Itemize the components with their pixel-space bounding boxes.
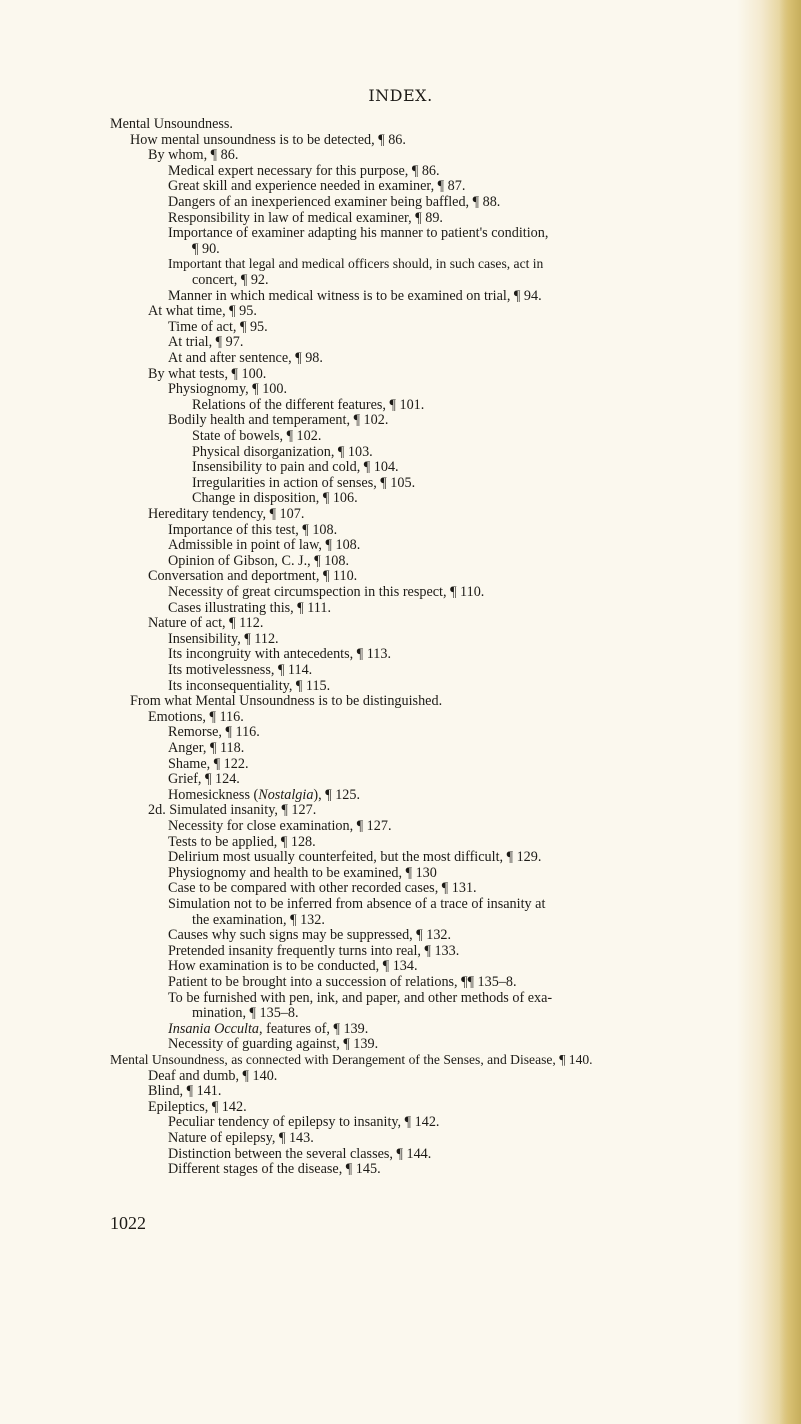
index-line: Time of act, ¶ 95. (168, 319, 268, 335)
index-line: From what Mental Unsoundness is to be distinguished. (130, 693, 443, 709)
index-line: Admissible in point of law, ¶ 108. (168, 537, 361, 553)
index-line: Opinion of Gibson, C. J., ¶ 108. (168, 553, 350, 569)
index-line: Necessity for close examination, ¶ 127. (168, 818, 392, 834)
index-line: Medical expert necessary for this purpose, ¶ 86. (168, 163, 440, 179)
index-line: Necessity of guarding against, ¶ 139. (168, 1036, 379, 1052)
index-line: At what time, ¶ 95. (148, 303, 257, 319)
index-line: Bodily health and temperament, ¶ 102. (168, 412, 389, 428)
index-line: How mental unsoundness is to be detected, ¶ 86. (130, 132, 406, 148)
index-line: Delirium most usually counterfeited, but the most difficult, ¶ 129. (168, 849, 542, 865)
index-line: Physical disorganization, ¶ 103. (192, 444, 373, 460)
index-line: Homesickness (Nostalgia), ¶ 125. (168, 787, 361, 803)
index-line: Blind, ¶ 141. (148, 1083, 222, 1099)
index-line: Insania Occulta, features of, ¶ 139. (168, 1021, 369, 1037)
index-line: Grief, ¶ 124. (168, 771, 240, 787)
index-line: Mental Unsoundness. (110, 116, 233, 132)
index-line: At and after sentence, ¶ 98. (168, 350, 323, 366)
index-line: Case to be compared with other recorded cases, ¶ 131. (168, 880, 477, 896)
index-line: Cases illustrating this, ¶ 111. (168, 600, 332, 616)
index-line: Pretended insanity frequently turns into real, ¶ 133. (168, 943, 460, 959)
index-line: Necessity of great circumspection in this respect, ¶ 110. (168, 584, 485, 600)
index-line: Importance of examiner adapting his manner to patient's condition, (168, 225, 549, 241)
index-line: Its incongruity with antecedents, ¶ 113. (168, 646, 392, 662)
index-line: 2d. Simulated insanity, ¶ 127. (148, 802, 317, 818)
index-line: Anger, ¶ 118. (168, 740, 245, 756)
index-line: To be furnished with pen, ink, and paper, and other methods of exa- (168, 990, 553, 1006)
index-line: Shame, ¶ 122. (168, 756, 249, 772)
index-line: Irregularities in action of senses, ¶ 105. (192, 475, 416, 491)
index-line: Insensibility, ¶ 112. (168, 631, 279, 647)
index-line: Patient to be brought into a succession of relations, ¶¶ 135–8. (168, 974, 517, 990)
index-line: Dangers of an inexperienced examiner being baffled, ¶ 88. (168, 194, 501, 210)
index-line: concert, ¶ 92. (192, 272, 269, 288)
index-line: Physiognomy, ¶ 100. (168, 381, 288, 397)
index-line: Responsibility in law of medical examiner, ¶ 89. (168, 210, 443, 226)
index-line: Physiognomy and health to be examined, ¶ 130 (168, 865, 437, 881)
index-line: Manner in which medical witness is to be examined on trial, ¶ 94. (168, 288, 542, 304)
index-line: State of bowels, ¶ 102. (192, 428, 322, 444)
index-line: Great skill and experience needed in examiner, ¶ 87. (168, 178, 466, 194)
index-line: Change in disposition, ¶ 106. (192, 490, 358, 506)
index-line: Emotions, ¶ 116. (148, 709, 244, 725)
index-line: Simulation not to be inferred from absence of a trace of insanity at (168, 896, 546, 912)
page-edge-shading (779, 0, 801, 1424)
index-line: Mental Unsoundness, as connected with Derangement of the Senses, and Disease, ¶ 140. (110, 1052, 593, 1067)
index-line: ¶ 90. (192, 241, 220, 257)
index-line: Deaf and dumb, ¶ 140. (148, 1068, 278, 1084)
index-line: Different stages of the disease, ¶ 145. (168, 1161, 381, 1177)
index-line: Insensibility to pain and cold, ¶ 104. (192, 459, 399, 475)
index-line: Important that legal and medical officers should, in such cases, act in (168, 256, 544, 271)
index-line: By what tests, ¶ 100. (148, 366, 267, 382)
index-line: Causes why such signs may be suppressed, ¶ 132. (168, 927, 452, 943)
index-line: Importance of this test, ¶ 108. (168, 522, 338, 538)
index-line: Tests to be applied, ¶ 128. (168, 834, 316, 850)
index-line: mination, ¶ 135–8. (192, 1005, 299, 1021)
index-line: Its inconsequentiality, ¶ 115. (168, 678, 331, 694)
index-line: Remorse, ¶ 116. (168, 724, 260, 740)
index-line: the examination, ¶ 132. (192, 912, 325, 928)
index-line: Hereditary tendency, ¶ 107. (148, 506, 305, 522)
index-line: Epileptics, ¶ 142. (148, 1099, 247, 1115)
index-line: Nature of epilepsy, ¶ 143. (168, 1130, 314, 1146)
page-number: 1022 (110, 1213, 146, 1233)
index-line: How examination is to be conducted, ¶ 134. (168, 958, 418, 974)
index-line: Conversation and deportment, ¶ 110. (148, 568, 358, 584)
index-line: Peculiar tendency of epilepsy to insanity, ¶ 142. (168, 1114, 440, 1130)
page-header: INDEX. (368, 86, 433, 105)
index-line: Relations of the different features, ¶ 101. (192, 397, 425, 413)
index-line: By whom, ¶ 86. (148, 147, 239, 163)
index-line: Nature of act, ¶ 112. (148, 615, 264, 631)
index-line: Distinction between the several classes, ¶ 144. (168, 1146, 432, 1162)
index-line: At trial, ¶ 97. (168, 334, 244, 350)
index-line: Its motivelessness, ¶ 114. (168, 662, 313, 678)
